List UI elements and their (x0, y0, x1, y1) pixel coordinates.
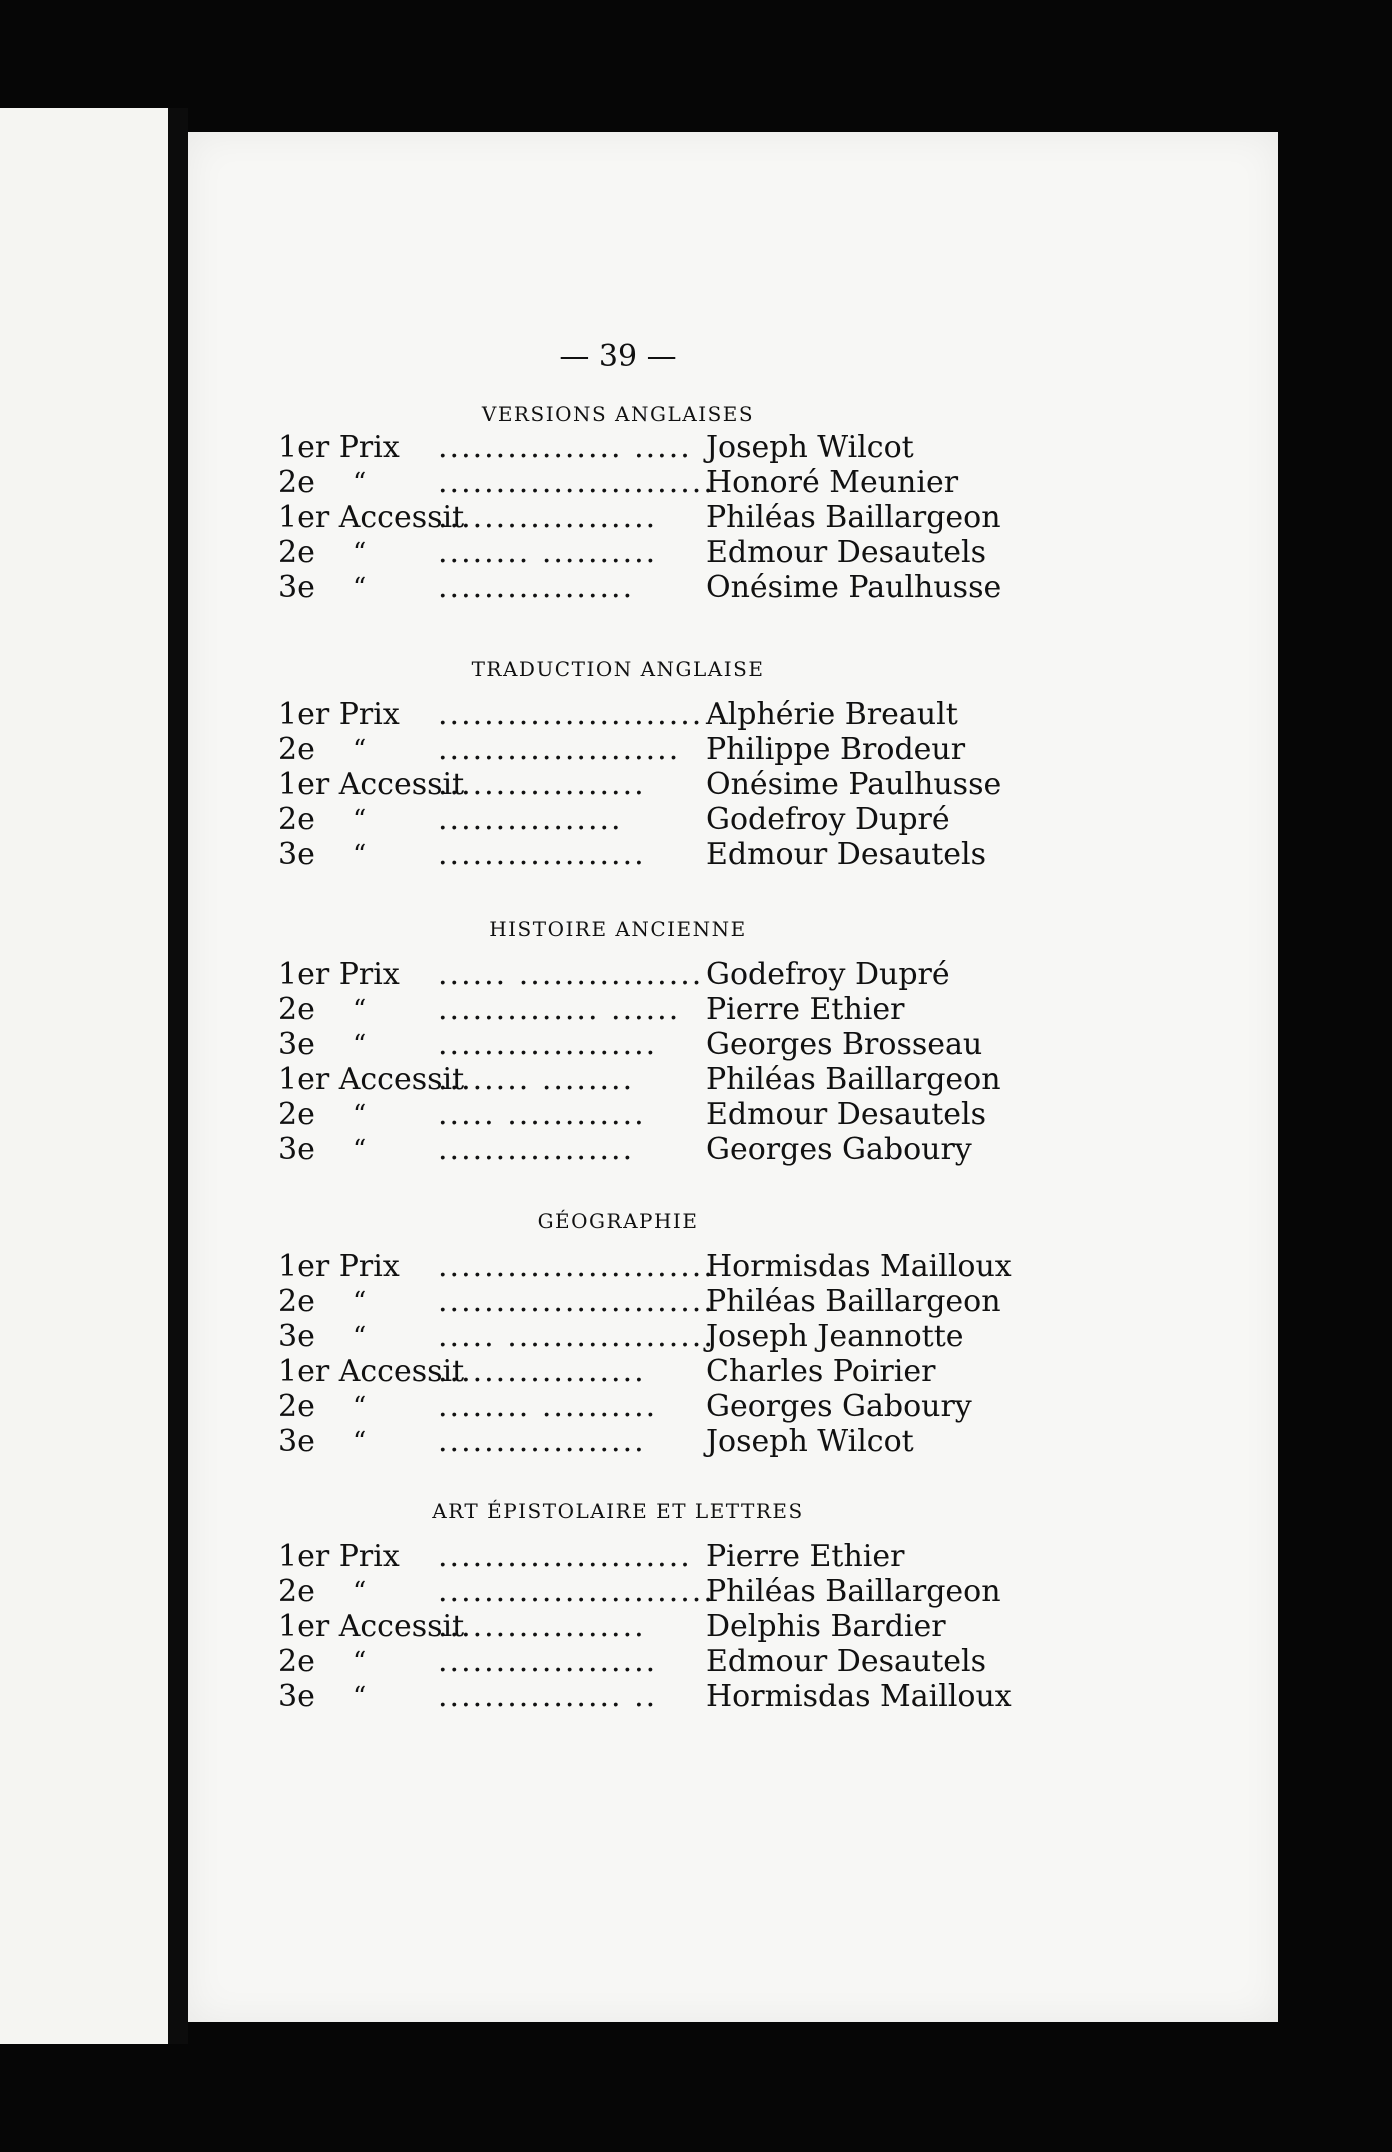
section-title: GÉOGRAPHIE (537, 1209, 699, 1233)
ditto-mark: “ (353, 1287, 367, 1317)
book-gutter (168, 108, 188, 2044)
entry-rank: 3e (278, 1319, 315, 1354)
ditto-mark: “ (353, 1647, 367, 1677)
section-title: VERSIONS ANGLAISES (481, 402, 755, 426)
ditto-mark: “ (353, 840, 367, 870)
winner-name: Philéas Baillargeon (706, 1062, 1001, 1097)
facing-page-edge (0, 108, 168, 2044)
winner-name: Georges Gaboury (706, 1389, 972, 1424)
dot-leader: .................. (438, 1424, 646, 1459)
ditto-mark: “ (353, 1100, 367, 1130)
winner-name: Philéas Baillargeon (706, 1284, 1001, 1319)
ditto-mark: “ (353, 1577, 367, 1607)
winner-name: Joseph Wilcot (706, 430, 914, 465)
entry-rank: 2e (278, 465, 315, 500)
ditto-mark: “ (353, 805, 367, 835)
entry-rank: 1er Accessit (278, 1062, 465, 1097)
dot-leader: ................. (438, 570, 635, 605)
dot-leader: ................. (438, 1132, 635, 1167)
dot-leader: ........ ........ (438, 1062, 635, 1097)
entry-rank: 3e (278, 570, 315, 605)
ditto-mark: “ (353, 1682, 367, 1712)
dot-leader: ................ ..... (438, 430, 692, 465)
winner-name: Honoré Meunier (706, 465, 959, 500)
dot-leader: ........................ (438, 1249, 715, 1284)
winner-name: Onésime Paulhusse (706, 767, 1002, 802)
ditto-mark: “ (353, 538, 367, 568)
winner-name: Godefroy Dupré (706, 957, 950, 992)
winner-name: Philippe Brodeur (706, 732, 966, 767)
entry-rank: 2e (278, 1644, 315, 1679)
winner-name: Onésime Paulhusse (706, 570, 1002, 605)
dot-leader: ...................... (438, 1539, 692, 1574)
ditto-mark: “ (353, 1322, 367, 1352)
winner-name: Edmour Desautels (706, 837, 987, 872)
winner-name: Pierre Ethier (706, 992, 905, 1027)
winner-name: Hormisdas Mailloux (706, 1249, 1012, 1284)
dot-leader: ..... .................. (438, 1319, 715, 1354)
dot-leader: .................. (438, 1354, 646, 1389)
entry-rank: 2e (278, 992, 315, 1027)
dot-leader: .................. (438, 1609, 646, 1644)
section-title: TRADUCTION ANGLAISE (471, 657, 765, 681)
winner-name: Charles Poirier (706, 1354, 936, 1389)
winner-name: Georges Gaboury (706, 1132, 972, 1167)
winner-name: Godefroy Dupré (706, 802, 950, 837)
entry-rank: 1er Accessit (278, 767, 465, 802)
ditto-mark: “ (353, 468, 367, 498)
entry-rank: 2e (278, 802, 315, 837)
entry-rank: 3e (278, 1132, 315, 1167)
entry-rank: 1er Accessit (278, 1609, 465, 1644)
section-title: ART ÉPISTOLAIRE ET LETTRES (432, 1499, 804, 1523)
section-title: HISTOIRE ANCIENNE (489, 917, 747, 941)
dot-leader: ...... ................ (438, 957, 704, 992)
entry-rank: 1er Accessit (278, 1354, 465, 1389)
dot-leader: ..... ............ (438, 1097, 646, 1132)
winner-name: Georges Brosseau (706, 1027, 983, 1062)
entry-rank: 1er Prix (278, 1539, 400, 1574)
dot-leader: ........ .......... (438, 1389, 658, 1424)
entry-rank: 1er Accessit (278, 500, 465, 535)
ditto-mark: “ (353, 735, 367, 765)
winner-name: Joseph Wilcot (706, 1424, 914, 1459)
dot-leader: ........ .......... (438, 535, 658, 570)
book-page (188, 132, 1278, 2022)
winner-name: Edmour Desautels (706, 1644, 987, 1679)
ditto-mark: “ (353, 1135, 367, 1165)
entry-rank: 3e (278, 1679, 315, 1714)
ditto-mark: “ (353, 995, 367, 1025)
dot-leader: ..................... (438, 732, 681, 767)
winner-name: Alphérie Breault (706, 697, 958, 732)
dot-leader: ........................ (438, 1284, 715, 1319)
entry-rank: 2e (278, 1284, 315, 1319)
entry-rank: 1er Prix (278, 957, 400, 992)
entry-rank: 3e (278, 1424, 315, 1459)
winner-name: Delphis Bardier (706, 1609, 946, 1644)
dot-leader: ....................... (438, 697, 704, 732)
entry-rank: 1er Prix (278, 1249, 400, 1284)
winner-name: Pierre Ethier (706, 1539, 905, 1574)
dot-leader: ........................ (438, 465, 715, 500)
entry-rank: 2e (278, 732, 315, 767)
dot-leader: ................ .. (438, 1679, 658, 1714)
dot-leader: ................... (438, 1644, 658, 1679)
entry-rank: 3e (278, 1027, 315, 1062)
ditto-mark: “ (353, 1030, 367, 1060)
winner-name: Philéas Baillargeon (706, 500, 1001, 535)
winner-name: Joseph Jeannotte (706, 1319, 964, 1354)
dot-leader: ........................ (438, 1574, 715, 1609)
page-number: — 39 — (559, 339, 677, 374)
winner-name: Philéas Baillargeon (706, 1574, 1001, 1609)
dot-leader: ................... (438, 500, 658, 535)
entry-rank: 1er Prix (278, 697, 400, 732)
winner-name: Hormisdas Mailloux (706, 1679, 1012, 1714)
dot-leader: ................... (438, 1027, 658, 1062)
entry-rank: 2e (278, 1097, 315, 1132)
ditto-mark: “ (353, 573, 367, 603)
winner-name: Edmour Desautels (706, 535, 987, 570)
dot-leader: .............. ...... (438, 992, 681, 1027)
ditto-mark: “ (353, 1427, 367, 1457)
entry-rank: 3e (278, 837, 315, 872)
winner-name: Edmour Desautels (706, 1097, 987, 1132)
entry-rank: 2e (278, 1389, 315, 1424)
ditto-mark: “ (353, 1392, 367, 1422)
entry-rank: 2e (278, 535, 315, 570)
dot-leader: .................. (438, 837, 646, 872)
dot-leader: ................ (438, 802, 623, 837)
entry-rank: 2e (278, 1574, 315, 1609)
dot-leader: .................. (438, 767, 646, 802)
entry-rank: 1er Prix (278, 430, 400, 465)
